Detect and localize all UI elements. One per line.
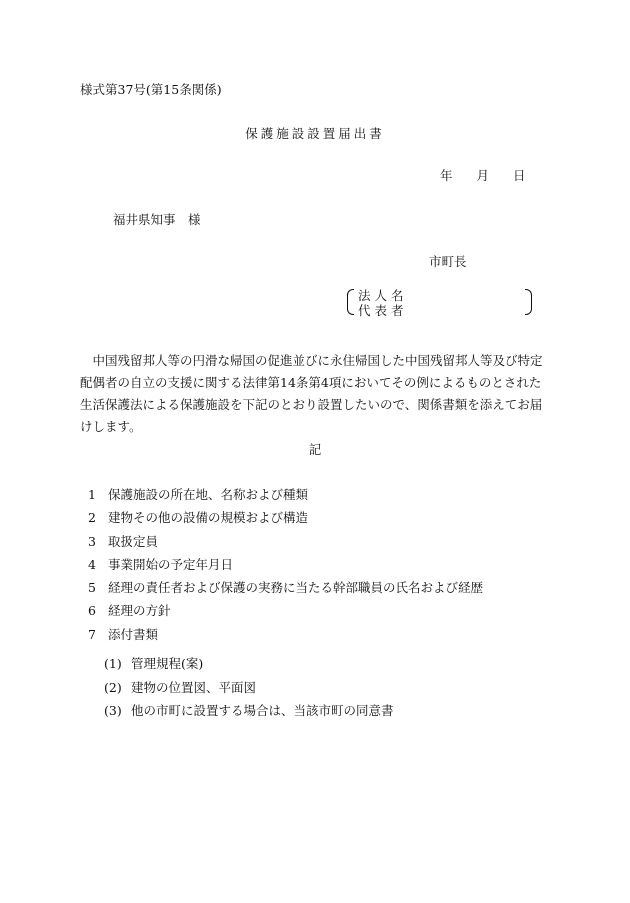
body-text: 中国残留邦人等の円滑な帰国の促進並びに永住帰国した中国残留邦人等及び特定配偶者の自立の支援に関する法律第14条第4項においてその例によるものとされた生活保護法による保護施設を下記のとおり設置したいので、関係書類を添えてお届けします。: [80, 353, 543, 434]
list-item: [88, 530, 483, 553]
attachment-item: [104, 676, 394, 700]
item-number: 6: [88, 603, 96, 619]
attachment-list: [104, 652, 394, 723]
item-text: 建物その他の設備の規模および構造: [108, 510, 309, 526]
bracket-left: [347, 289, 354, 315]
item-number: 7: [88, 626, 96, 642]
representative-label: 代表者: [358, 303, 408, 318]
list-item: [88, 599, 483, 622]
form-number: 様式第37号(第15条関係): [80, 82, 222, 97]
date-year-label: 年: [440, 168, 453, 183]
page-title: 保護施設設置届出書: [245, 126, 385, 141]
attachment-item: [104, 699, 394, 723]
item-list: [88, 483, 483, 646]
item-text: 経理の責任者および保護の実務に当たる幹部職員の氏名および経歴: [108, 580, 484, 596]
list-item: [88, 483, 483, 506]
mayor-label: 市町長: [429, 254, 467, 269]
item-text: 添付書類: [108, 626, 159, 642]
item-number: 5: [88, 580, 96, 596]
list-item: [88, 576, 483, 599]
attachment-text: 建物の位置図、平面図: [131, 679, 257, 695]
item-text: 経理の方針: [108, 603, 171, 619]
item-number: 3: [88, 533, 96, 549]
item-text: 事業開始の予定年月日: [108, 556, 234, 572]
addressee: 福井県知事 様: [113, 212, 201, 227]
attachment-text: 他の市町に設置する場合は、当該市町の同意書: [131, 703, 394, 718]
list-item: [88, 623, 483, 646]
item-number: 2: [88, 510, 96, 526]
bracket-right: [525, 289, 532, 315]
list-item: [88, 553, 483, 576]
date-day-label: 日: [513, 168, 526, 183]
item-number: 1: [88, 487, 96, 502]
ki-heading: 記: [308, 442, 322, 457]
attachment-item: [104, 652, 394, 676]
attachment-number: (1): [104, 656, 122, 671]
body-paragraph: [80, 350, 550, 438]
corporation-name-label: 法人名: [358, 288, 408, 303]
attachment-number: (3): [104, 703, 122, 718]
attachment-text: 管理規程(案): [131, 656, 204, 671]
item-text: 取扱定員: [108, 533, 159, 549]
date-line: [440, 170, 526, 183]
attachment-number: (2): [104, 679, 122, 695]
date-month-label: 月: [476, 168, 490, 183]
item-number: 4: [88, 556, 96, 572]
item-text: 保護施設の所在地、名称および種類: [108, 487, 309, 502]
list-item: [88, 506, 483, 529]
